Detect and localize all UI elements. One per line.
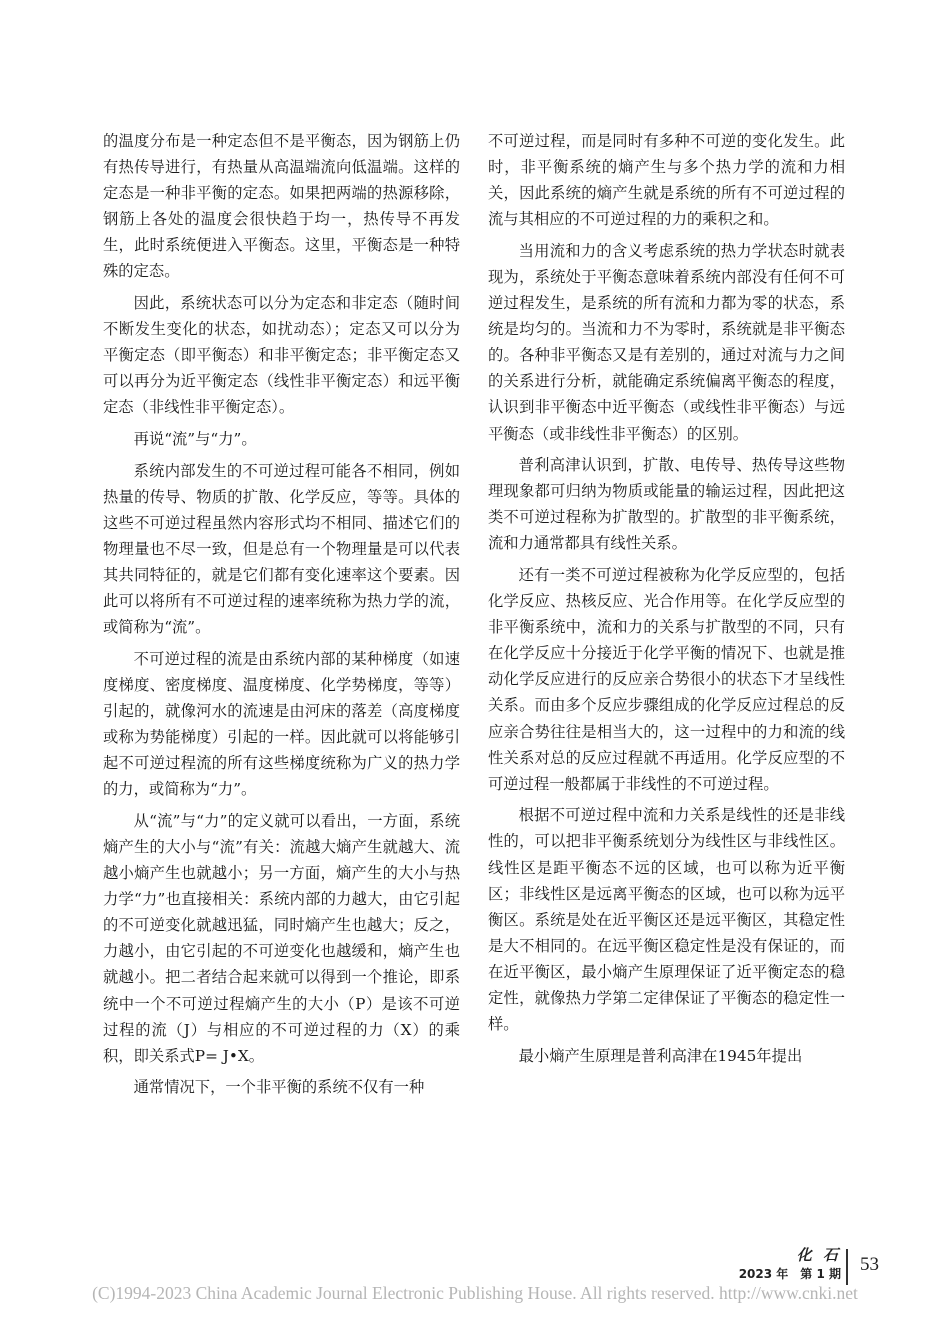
- paragraph: 不可逆过程的流是由系统内部的某种梯度（如速度梯度、密度梯度、温度梯度、化学势梯度，等等）引起的，就像河水的流速是由河床的落差（高度梯度或称为势能梯度）引起的一样。因此就可以将能够引起不可逆过程流的所有这些梯度统称为广义的热力学的力，或简称为“力”。: [103, 649, 460, 799]
- footer-divider: [846, 1249, 848, 1285]
- paragraph: 从“流”与“力”的定义就可以看出，一方面，系统熵产生的大小与“流”有关：流越大熵产生就越大、流越小熵产生也就越小；另一方面，熵产生的大小与热力学“力”也直接相关：系统内部的力越大，由它引起的不可逆变化就越迅猛，同时熵产生也越大；反之，力越小，由它引起的不可逆变化也越缓和，熵产生也就越小。把二者结合起来就可以得到一个推论，即系统中一个不可逆过程熵产生的大小（P）是该不可逆过程的流（J）与相应的不可逆过程的力（X）的乘积，即关系式P= J•X。: [103, 811, 460, 1065]
- journal-name: 化 石: [796, 1246, 841, 1264]
- paragraph: 通常情况下，一个非平衡的系统不仅有一种: [133, 1078, 425, 1097]
- right-column: [488, 128, 845, 1069]
- paragraph: 因此，系统状态可以分为定态和非定态（随时间不断发生变化的状态，如扰动态）；定态又可以分为平衡定态（即平衡态）和非平衡定态；非平衡定态又可以再分为近平衡定态（线性非平衡定态）和远平衡定态（非线性非平衡定态）。: [103, 294, 460, 417]
- issue-info: 2023 年 第 1 期: [738, 1267, 841, 1281]
- copyright-watermark: (C)1994-2023 China Academic Journal Electronic Publishing House. All rights reserved. http://www.cnki.net: [92, 1283, 858, 1303]
- paragraph: 不可逆过程，而是同时有多种不可逆的变化发生。此时，非平衡系统的熵产生与多个热力学的流和力相关，因此系统的熵产生就是系统的所有不可逆过程的流与其相应的不可逆过程的力的乘积之和。: [488, 132, 845, 229]
- paragraph: 普利高津认识到，扩散、电传导、热传导这些物理现象都可归纳为物质或能量的输运过程，因此把这类不可逆过程称为扩散型的。扩散型的非平衡系统，流和力通常都具有线性关系。: [488, 456, 845, 553]
- paragraph: 还有一类不可逆过程被称为化学反应型的，包括化学反应、热核反应、光合作用等。在化学反应型的非平衡系统中，流和力的关系与扩散型的不同，只有在化学反应十分接近于化学平衡的情况下、也就是推动化学反应进行的反应亲合势很小的状态下才呈线性关系。而由多个反应步骤组成的化学反应过程总的反应亲合势往往是相当大的，这一过程中的力和流的线性关系对总的反应过程就不再适用。化学反应型的不可逆过程一般都属于非线性的不可逆过程。: [488, 566, 845, 793]
- paragraph: 系统内部发生的不可逆过程可能各不相同，例如热量的传导、物质的扩散、化学反应，等等。具体的这些不可逆过程虽然内容形式均不相同、描述它们的物理量也不尽一致，但是总有一个物理量是可以代表其共同特征的，就是它们都有变化速率这个要素。因此可以将所有不可逆过程的速率统称为热力学的流，或简称为“流”。: [103, 461, 460, 637]
- paragraph: 再说“流”与“力”。: [133, 430, 257, 449]
- paragraph: 的温度分布是一种定态但不是平衡态，因为钢筋上仍有热传导进行，有热量从高温端流向低温端。这样的定态是一种非平衡的定态。如果把两端的热源移除，钢筋上各处的温度会很快趋于均一，热传导不再发生，此时系统便进入平衡态。这里，平衡态是一种特殊的定态。: [103, 132, 460, 281]
- paragraph: 最小熵产生原理是普利高津在1945年提出: [518, 1046, 803, 1065]
- left-column: [103, 128, 460, 1100]
- journal-info: [739, 1246, 841, 1282]
- page-number: 53: [860, 1254, 879, 1275]
- paragraph: 当用流和力的含义考虑系统的热力学状态时就表现为，系统处于平衡态意味着系统内部没有任何不可逆过程发生，是系统的所有流和力都为零的状态，系统是均匀的。当流和力不为零时，系统就是非平衡态的。各种非平衡态又是有差别的，通过对流与力之间的关系进行分析，就能确定系统偏离平衡态的程度，认识到非平衡态中近平衡态（或线性非平衡态）与远平衡态（或非线性非平衡态）的区别。: [488, 241, 845, 443]
- paragraph: 根据不可逆过程中流和力关系是线性的还是非线性的，可以把非平衡系统划分为线性区与非线性区。线性区是距平衡态不远的区域，也可以称为近平衡区；非线性区是远离平衡态的区域，也可以称为远平衡区。系统是处在近平衡区还是远平衡区，其稳定性是大不相同的。在远平衡区稳定性是没有保证的，而在近平衡区，最小熵产生原理保证了近平衡定态的稳定性，就像热力学第二定律保证了平衡态的稳定性一样。: [488, 806, 845, 1034]
